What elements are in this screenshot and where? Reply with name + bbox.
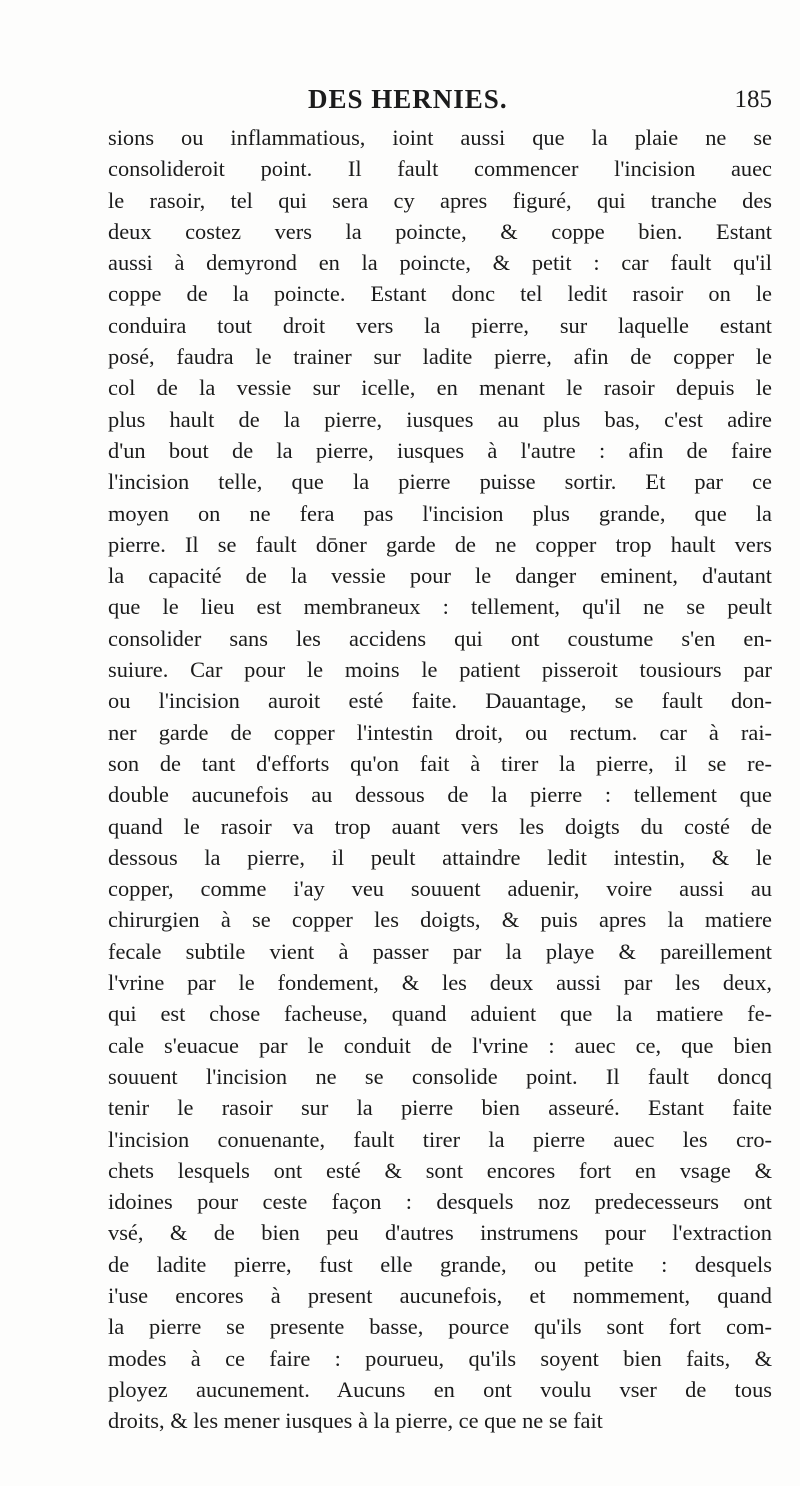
- text-line: consolideroit point. Il fault commencer l'incision auec: [108, 156, 772, 182]
- text-line: sions ou inflammatious, ioint aussi que la plaie ne se: [108, 125, 772, 150]
- text-line: vsé, & de bien peu d'autres instrumens pour l'extraction: [108, 1220, 772, 1246]
- text-line: consolider sans les accidens qui ont coustume s'en en-: [108, 625, 772, 651]
- text-line: suiure. Car pour le moins le patient pisseroit tousiours par: [108, 657, 772, 683]
- text-line: col de la vessie sur icelle, en menant le rasoir depuis le: [108, 375, 772, 401]
- body-text: [108, 122, 772, 1436]
- text-line: quand le rasoir va trop auant vers les doigts du costé de: [108, 813, 772, 839]
- text-line: i'use encores à present aucunefois, et nommement, quand: [108, 1282, 772, 1308]
- text-line: conduira tout droit vers la pierre, sur laquelle estant: [108, 312, 772, 338]
- text-line: la pierre se presente basse, pource qu'ils sont fort com-: [108, 1314, 772, 1340]
- text-line: chets lesquels ont esté & sont encores fort en vsage &: [108, 1157, 772, 1183]
- text-line: droits, & les mener iusques à la pierre, ce que ne se fait: [108, 1408, 603, 1434]
- page-number: 185: [734, 86, 772, 113]
- text-line: d'un bout de la pierre, iusques à l'autre : afin de faire: [108, 437, 772, 463]
- text-line: tenir le rasoir sur la pierre bien asseuré. Estant faite: [108, 1095, 772, 1121]
- text-line: idoines pour ceste façon : desquels noz predecesseurs ont: [108, 1189, 772, 1215]
- text-line: la capacité de la vessie pour le danger eminent, d'autant: [108, 563, 772, 589]
- text-line: posé, faudra le trainer sur ladite pierre, afin de copper le: [108, 344, 772, 370]
- text-line: l'vrine par le fondement, & les deux aussi par les deux,: [108, 970, 772, 996]
- text-line: dessous la pierre, il peult attaindre ledit intestin, & le: [108, 844, 772, 870]
- text-line: plus hault de la pierre, iusques au plus bas, c'est adire: [108, 406, 772, 432]
- text-line: cale s'euacue par le conduit de l'vrine : auec ce, que bien: [108, 1032, 772, 1058]
- text-line: pierre. Il se fault dōner garde de ne copper trop hault vers: [108, 531, 772, 557]
- text-line: moyen on ne fera pas l'incision plus grande, que la: [108, 500, 772, 526]
- text-line: ner garde de copper l'intestin droit, ou rectum. car à rai-: [108, 719, 772, 745]
- text-line: coppe de la poincte. Estant donc tel ledit rasoir on le: [108, 281, 772, 307]
- running-header: [108, 84, 772, 124]
- text-line: ou l'incision auroit esté faite. Dauantage, se fault don-: [108, 688, 772, 714]
- text-line: qui est chose facheuse, quand aduient que la matiere fe-: [108, 1001, 772, 1027]
- chapter-title: DES HERNIES.: [308, 84, 508, 114]
- text-line: l'incision conuenante, fault tirer la pierre auec les cro-: [108, 1126, 772, 1152]
- text-line: que le lieu est membraneux : tellement, qu'il ne se peult: [108, 594, 772, 620]
- text-line: double aucunefois au dessous de la pierre : tellement que: [108, 782, 772, 808]
- text-line: le rasoir, tel qui sera cy apres figuré, qui tranche des: [108, 187, 772, 213]
- text-line: modes à ce faire : pourueu, qu'ils soyent bien faits, &: [108, 1345, 772, 1371]
- text-line: son de tant d'efforts qu'on fait à tirer la pierre, il se re-: [108, 750, 772, 776]
- text-line: ployez aucunement. Aucuns en ont voulu vser de tous: [108, 1376, 772, 1402]
- text-line: fecale subtile vient à passer par la playe & pareillement: [108, 938, 772, 964]
- text-line: l'incision telle, que la pierre puisse sortir. Et par ce: [108, 469, 772, 495]
- text-line: copper, comme i'ay veu souuent aduenir, voire aussi au: [108, 876, 772, 902]
- text-line: deux costez vers la poincte, & coppe bien. Estant: [108, 218, 772, 244]
- text-line: de ladite pierre, fust elle grande, ou petite : desquels: [108, 1251, 772, 1277]
- text-line: aussi à demyrond en la poincte, & petit : car fault qu'il: [108, 250, 772, 276]
- text-line: chirurgien à se copper les doigts, & puis apres la matiere: [108, 907, 772, 933]
- text-line: souuent l'incision ne se consolide point. Il fault doncq: [108, 1063, 772, 1089]
